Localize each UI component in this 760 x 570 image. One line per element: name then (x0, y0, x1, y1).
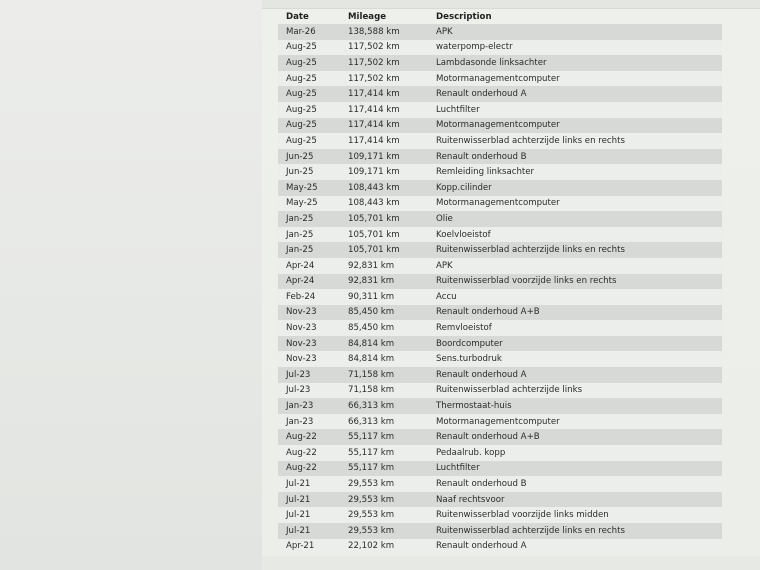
cell-description: Motormanagementcomputer (430, 196, 722, 212)
table-row (278, 164, 722, 180)
cell-description: Renault onderhoud A (430, 539, 722, 555)
cell-date: Nov-23 (278, 336, 342, 352)
cell-date: May-25 (278, 196, 342, 212)
cell-description: APK (430, 24, 722, 40)
cell-description: Ruitenwisserblad achterzijde links en rechts (430, 133, 722, 149)
cell-mileage: 71,158 km (342, 383, 430, 399)
table-row (278, 476, 722, 492)
cell-mileage: 85,450 km (342, 320, 430, 336)
table-row (278, 523, 722, 539)
cell-description: Renault onderhoud A+B (430, 429, 722, 445)
table-row (278, 149, 722, 165)
cell-date: Aug-25 (278, 118, 342, 134)
cell-description: Boordcomputer (430, 336, 722, 352)
cell-date: Jun-25 (278, 164, 342, 180)
table-row (278, 320, 722, 336)
cell-date: Feb-24 (278, 289, 342, 305)
cell-date: Jul-23 (278, 367, 342, 383)
cell-date: Jan-23 (278, 414, 342, 430)
table-row (278, 539, 722, 555)
cell-mileage: 117,502 km (342, 71, 430, 87)
maintenance-history-table (278, 9, 722, 554)
table-row (278, 461, 722, 477)
cell-description: Luchtfilter (430, 461, 722, 477)
cell-date: Nov-23 (278, 320, 342, 336)
cell-mileage: 117,414 km (342, 118, 430, 134)
table-row (278, 367, 722, 383)
table-row (278, 336, 722, 352)
table-row (278, 227, 722, 243)
table-row (278, 383, 722, 399)
cell-mileage: 109,171 km (342, 149, 430, 165)
cell-date: Jul-21 (278, 492, 342, 508)
cell-date: May-25 (278, 180, 342, 196)
cell-description: Naaf rechtsvoor (430, 492, 722, 508)
column-header-description: Description (436, 11, 492, 22)
cell-mileage: 85,450 km (342, 305, 430, 321)
table-row (278, 71, 722, 87)
cell-mileage: 90,311 km (342, 289, 430, 305)
table-row (278, 40, 722, 56)
cell-mileage: 55,117 km (342, 461, 430, 477)
cell-date: Mar-26 (278, 24, 342, 40)
table-row (278, 398, 722, 414)
cell-description: Remvloeistof (430, 320, 722, 336)
cell-date: Jul-21 (278, 523, 342, 539)
cell-date: Apr-21 (278, 539, 342, 555)
cell-description: Luchtfilter (430, 102, 722, 118)
cell-mileage: 55,117 km (342, 445, 430, 461)
cell-mileage: 92,831 km (342, 258, 430, 274)
table-row (278, 55, 722, 71)
cell-description: Renault onderhoud A (430, 86, 722, 102)
cell-mileage: 105,701 km (342, 211, 430, 227)
desktop-background-left (0, 0, 262, 570)
cell-mileage: 108,443 km (342, 180, 430, 196)
cell-mileage: 117,414 km (342, 133, 430, 149)
cell-date: Apr-24 (278, 274, 342, 290)
table-body (278, 24, 722, 554)
cell-date: Jan-23 (278, 398, 342, 414)
cell-description: Lambdasonde linksachter (430, 55, 722, 71)
cell-description: Renault onderhoud B (430, 476, 722, 492)
cell-mileage: 117,502 km (342, 55, 430, 71)
cell-date: Jun-25 (278, 149, 342, 165)
table-row (278, 492, 722, 508)
cell-date: Nov-23 (278, 351, 342, 367)
cell-mileage: 92,831 km (342, 274, 430, 290)
cell-mileage: 84,814 km (342, 336, 430, 352)
cell-description: Renault onderhoud B (430, 149, 722, 165)
table-row (278, 102, 722, 118)
cell-mileage: 55,117 km (342, 429, 430, 445)
cell-mileage: 105,701 km (342, 242, 430, 258)
cell-description: Koelvloeistof (430, 227, 722, 243)
cell-date: Aug-25 (278, 40, 342, 56)
table-row (278, 211, 722, 227)
cell-date: Aug-22 (278, 429, 342, 445)
table-row (278, 133, 722, 149)
cell-date: Jul-21 (278, 476, 342, 492)
table-header (278, 9, 722, 24)
cell-description: Thermostaat-huis (430, 398, 722, 414)
cell-date: Nov-23 (278, 305, 342, 321)
cell-description: Motormanagementcomputer (430, 71, 722, 87)
cell-mileage: 29,553 km (342, 507, 430, 523)
cell-description: Sens.turbodruk (430, 351, 722, 367)
cell-description: Renault onderhoud A (430, 367, 722, 383)
column-header-date: Date (286, 11, 309, 22)
cell-date: Aug-25 (278, 55, 342, 71)
cell-date: Aug-25 (278, 86, 342, 102)
cell-date: Apr-24 (278, 258, 342, 274)
table-row (278, 429, 722, 445)
table-row (278, 180, 722, 196)
cell-mileage: 117,414 km (342, 102, 430, 118)
cell-description: Ruitenwisserblad achterzijde links en rechts (430, 523, 722, 539)
cell-date: Jul-23 (278, 383, 342, 399)
table-row (278, 507, 722, 523)
cell-mileage: 29,553 km (342, 492, 430, 508)
cell-description: Remleiding linksachter (430, 164, 722, 180)
table-header-row (278, 9, 722, 24)
cell-description: Olie (430, 211, 722, 227)
cell-description: Motormanagementcomputer (430, 414, 722, 430)
document-top-edge (262, 0, 760, 9)
cell-date: Jul-21 (278, 507, 342, 523)
cell-description: Accu (430, 289, 722, 305)
table-row (278, 289, 722, 305)
cell-mileage: 66,313 km (342, 398, 430, 414)
cell-description: Renault onderhoud A+B (430, 305, 722, 321)
cell-mileage: 84,814 km (342, 351, 430, 367)
cell-mileage: 29,553 km (342, 476, 430, 492)
table-row (278, 24, 722, 40)
cell-description: Ruitenwisserblad achterzijde links (430, 383, 722, 399)
cell-date: Aug-25 (278, 102, 342, 118)
column-header-mileage: Mileage (348, 11, 387, 22)
table-row (278, 242, 722, 258)
cell-mileage: 29,553 km (342, 523, 430, 539)
cell-description: Kopp.cilinder (430, 180, 722, 196)
cell-description: Motormanagementcomputer (430, 118, 722, 134)
cell-mileage: 117,414 km (342, 86, 430, 102)
cell-description: Ruitenwisserblad voorzijde links en rechts (430, 274, 722, 290)
cell-description: waterpomp-electr (430, 40, 722, 56)
document-bottom-edge (262, 556, 760, 570)
cell-mileage: 108,443 km (342, 196, 430, 212)
cell-mileage: 22,102 km (342, 539, 430, 555)
cell-date: Aug-22 (278, 461, 342, 477)
cell-date: Aug-25 (278, 133, 342, 149)
table-row (278, 445, 722, 461)
table-row (278, 305, 722, 321)
table-row (278, 351, 722, 367)
table-row (278, 196, 722, 212)
cell-mileage: 138,588 km (342, 24, 430, 40)
cell-description: APK (430, 258, 722, 274)
table-row (278, 274, 722, 290)
cell-description: Pedaalrub. kopp (430, 445, 722, 461)
cell-description: Ruitenwisserblad achterzijde links en rechts (430, 242, 722, 258)
cell-date: Jan-25 (278, 211, 342, 227)
cell-date: Jan-25 (278, 242, 342, 258)
cell-mileage: 71,158 km (342, 367, 430, 383)
cell-mileage: 66,313 km (342, 414, 430, 430)
table-row (278, 86, 722, 102)
table-row (278, 258, 722, 274)
table-row (278, 414, 722, 430)
table-row (278, 118, 722, 134)
cell-date: Aug-25 (278, 71, 342, 87)
cell-date: Aug-22 (278, 445, 342, 461)
cell-mileage: 105,701 km (342, 227, 430, 243)
cell-date: Jan-25 (278, 227, 342, 243)
cell-mileage: 117,502 km (342, 40, 430, 56)
cell-description: Ruitenwisserblad voorzijde links midden (430, 507, 722, 523)
cell-mileage: 109,171 km (342, 164, 430, 180)
